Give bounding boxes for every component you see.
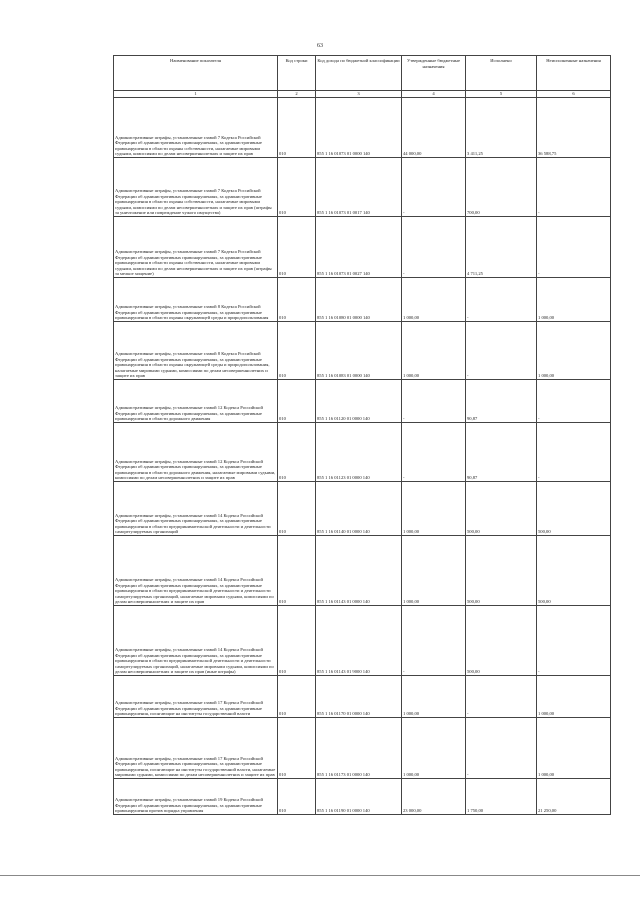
row-code: 010 <box>278 278 316 322</box>
row-approved: 1 000,00 <box>402 482 466 536</box>
column-header-unexecuted: Неисполненные назначения <box>537 56 611 91</box>
row-kbk: 855 1 16 01143 01 0000 140 <box>316 536 402 606</box>
row-approved: - <box>402 423 466 482</box>
row-name: Административные штрафы, установленные главой 8 Кодекса Российской Федерации об административных правонарушениях, за административные правонарушения в области охраны окружающей среды и природопользования, налагаемые мировыми судьями, комиссиями по делам несовершеннолетних и защите их прав <box>114 322 278 380</box>
column-number: 3 <box>316 91 402 98</box>
table-row <box>114 779 611 815</box>
row-name: Административные штрафы, установленные главой 14 Кодекса Российской Федерации об административных правонарушениях, за административные правонарушения в области предпринимательской деятельности и деятельности саморегулируемых организаций, налагаемые мировыми судьями, комиссиями по делам несовершеннолетних и защите их прав (иные штрафы) <box>114 606 278 676</box>
row-approved: 1 000,00 <box>402 718 466 779</box>
column-number: 4 <box>402 91 466 98</box>
table-row <box>114 380 611 423</box>
row-unexecuted: 500,00 <box>537 536 611 606</box>
row-code: 010 <box>278 779 316 815</box>
row-unexecuted: - <box>537 217 611 278</box>
row-unexecuted: - <box>537 606 611 676</box>
row-kbk: 855 1 16 01143 01 9000 140 <box>316 606 402 676</box>
row-kbk: 855 1 16 01173 01 0000 140 <box>316 718 402 779</box>
table-row <box>114 158 611 217</box>
row-unexecuted: - <box>537 380 611 423</box>
header-row <box>114 56 611 91</box>
row-code: 010 <box>278 423 316 482</box>
column-header-code: Код строки <box>278 56 316 91</box>
table-row <box>114 536 611 606</box>
row-code: 010 <box>278 322 316 380</box>
row-name: Административные штрафы, установленные главой 14 Кодекса Российской Федерации об административных правонарушениях, за административные правонарушения в области предпринимательской деятельности и деятельности саморегулируемых организаций <box>114 482 278 536</box>
row-code: 010 <box>278 718 316 779</box>
row-approved: - <box>402 606 466 676</box>
row-approved: 44 000,00 <box>402 98 466 158</box>
row-approved: - <box>402 217 466 278</box>
row-approved: - <box>402 158 466 217</box>
table-row <box>114 217 611 278</box>
row-kbk: 855 1 16 01123 01 0000 140 <box>316 423 402 482</box>
row-unexecuted: - <box>537 423 611 482</box>
row-kbk: 855 1 16 01073 01 0000 140 <box>316 98 402 158</box>
row-approved: 23 000,00 <box>402 779 466 815</box>
row-name: Административные штрафы, установленные главой 17 Кодекса Российской Федерации об административных правонарушениях, за административные правонарушения, посягающие на институты государственной власти, налагаемые мировыми судьями, комиссиями по делам несовершеннолетних и защите их прав <box>114 718 278 779</box>
budget-execution-table <box>113 55 611 815</box>
column-header-approved: Утвержденные бюджетные назначения <box>402 56 466 91</box>
row-kbk: 855 1 16 01170 01 0000 140 <box>316 676 402 718</box>
column-header-executed: Исполнено <box>466 56 537 91</box>
row-approved: 1 000,00 <box>402 536 466 606</box>
row-executed: 500,00 <box>466 482 537 536</box>
table-row <box>114 718 611 779</box>
row-kbk: 855 1 16 01073 01 0017 140 <box>316 158 402 217</box>
row-name: Административные штрафы, установленные главой 7 Кодекса Российской Федерации об административных правонарушениях, за административные правонарушения в области охраны собственности, налагаемые мировыми судьями, комиссиями по делам несовершеннолетних и защите их прав (штрафы за уничтожение или повреждение чужого имущества) <box>114 158 278 217</box>
table-row <box>114 676 611 718</box>
column-number: 5 <box>466 91 537 98</box>
row-unexecuted: - <box>537 158 611 217</box>
row-unexecuted: 500,00 <box>537 482 611 536</box>
column-number: 2 <box>278 91 316 98</box>
row-executed: - <box>466 718 537 779</box>
table-row <box>114 482 611 536</box>
row-unexecuted: 1 000,00 <box>537 718 611 779</box>
table-row <box>114 98 611 158</box>
row-name: Административные штрафы, установленные главой 17 Кодекса Российской Федерации об административных правонарушениях, за административные правонарушения, посягающие на институты государственной власти <box>114 676 278 718</box>
row-name: Административные штрафы, установленные главой 12 Кодекса Российской Федерации об административных правонарушениях, за административные правонарушения в области дорожного движения, налагаемые мировыми судьями, комиссиями по делам несовершеннолетних и защите их прав <box>114 423 278 482</box>
row-approved: 1 000,00 <box>402 322 466 380</box>
row-executed: 500,00 <box>466 536 537 606</box>
column-number: 1 <box>114 91 278 98</box>
table-row <box>114 606 611 676</box>
row-code: 010 <box>278 482 316 536</box>
row-name: Административные штрафы, установленные главой 19 Кодекса Российской Федерации об административных правонарушениях, за административные правонарушения против порядка управления <box>114 779 278 815</box>
row-executed: 1 750,00 <box>466 779 537 815</box>
row-code: 010 <box>278 606 316 676</box>
row-executed: 700,00 <box>466 158 537 217</box>
row-code: 010 <box>278 536 316 606</box>
row-name: Административные штрафы, установленные главой 7 Кодекса Российской Федерации об административных правонарушениях, за административные правонарушения в области охраны собственности, налагаемые мировыми судьями, комиссиями по делам несовершеннолетних и защите их прав (штрафы за мелкое хищение) <box>114 217 278 278</box>
row-approved: 1 000,00 <box>402 676 466 718</box>
row-executed: 90,87 <box>466 423 537 482</box>
row-approved: - <box>402 380 466 423</box>
row-kbk: 855 1 16 01080 01 0000 140 <box>316 278 402 322</box>
row-executed: - <box>466 676 537 718</box>
row-kbk: 855 1 16 01073 01 0027 140 <box>316 217 402 278</box>
column-number-row <box>114 91 611 98</box>
column-header-name: Наименование показателя <box>114 56 278 91</box>
row-name: Административные штрафы, установленные главой 7 Кодекса Российской Федерации об административных правонарушениях, за административные правонарушения в области охраны собственности, налагаемые мировыми судьями, комиссиями по делам несовершеннолетних и защите их прав <box>114 98 278 158</box>
row-unexecuted: 1 000,00 <box>537 676 611 718</box>
row-kbk: 855 1 16 01120 01 0000 140 <box>316 380 402 423</box>
row-code: 010 <box>278 676 316 718</box>
row-code: 010 <box>278 158 316 217</box>
row-executed: 3 411,25 <box>466 98 537 158</box>
table-row <box>114 278 611 322</box>
row-unexecuted: 1 000,00 <box>537 322 611 380</box>
row-executed: - <box>466 322 537 380</box>
row-unexecuted: 21 250,00 <box>537 779 611 815</box>
table-row <box>114 322 611 380</box>
row-executed: 500,00 <box>466 606 537 676</box>
row-code: 010 <box>278 98 316 158</box>
column-header-kbk: Код дохода по бюджетной классификации <box>316 56 402 91</box>
row-executed: - <box>466 278 537 322</box>
table-row <box>114 423 611 482</box>
bottom-divider <box>0 875 640 876</box>
row-code: 010 <box>278 380 316 423</box>
row-unexecuted: 36 588,75 <box>537 98 611 158</box>
row-name: Административные штрафы, установленные главой 8 Кодекса Российской Федерации об административных правонарушениях, за административные правонарушения в области охраны окружающей среды и природопользования <box>114 278 278 322</box>
row-name: Административные штрафы, установленные главой 14 Кодекса Российской Федерации об административных правонарушениях, за административные правонарушения в области предпринимательской деятельности и деятельности саморегулируемых организаций, налагаемые мировыми судьями, комиссиями по делам несовершеннолетних и защите их прав <box>114 536 278 606</box>
page-number: 63 <box>317 43 323 49</box>
column-number: 6 <box>537 91 611 98</box>
row-executed: 90,87 <box>466 380 537 423</box>
row-kbk: 855 1 16 01190 01 0000 140 <box>316 779 402 815</box>
row-name: Административные штрафы, установленные главой 12 Кодекса Российской Федерации об административных правонарушениях, за административные правонарушения в области дорожного движения <box>114 380 278 423</box>
row-kbk: 855 1 16 01140 01 0000 140 <box>316 482 402 536</box>
row-approved: 1 000,00 <box>402 278 466 322</box>
row-code: 010 <box>278 217 316 278</box>
row-unexecuted: 1 000,00 <box>537 278 611 322</box>
row-kbk: 855 1 16 01083 01 0000 140 <box>316 322 402 380</box>
row-executed: 4 711,25 <box>466 217 537 278</box>
